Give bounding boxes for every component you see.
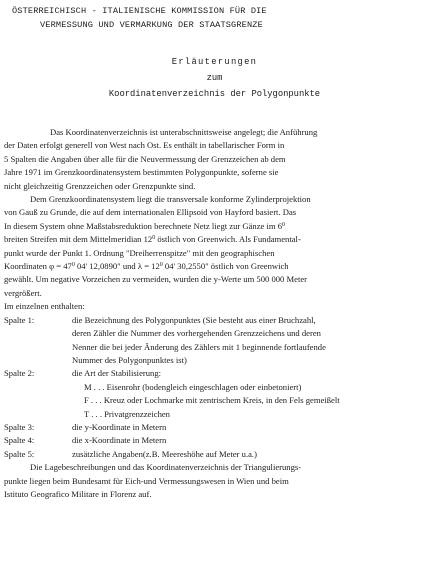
column-label: Spalte 5: (4, 448, 35, 459)
header-line-1: ÖSTERREICHISCH - ITALIENISCHE KOMMISSION FÜR DIE (12, 6, 267, 16)
text-line: vergrößert. (4, 287, 42, 298)
text-line: Nummer des Polygonpunktes ist) (72, 354, 187, 365)
column-label: Spalte 1: (4, 314, 35, 325)
text-line (4, 233, 425, 246)
list-item (4, 448, 425, 461)
column-list (4, 314, 425, 461)
text-line: der Daten erfolgt generell von West nach Ost. Es enthält in tabellarischer Form in (4, 140, 285, 151)
title-line-3: Koordinatenverzeichnis der Polygonpunkte (108, 89, 321, 99)
document-body (4, 126, 425, 501)
text-segment: Koordinaten φ = 47 (4, 261, 72, 272)
column-description (72, 367, 425, 380)
degree-mark: 0 (152, 235, 156, 242)
column-description: die y-Koordinate in Metern (72, 421, 167, 432)
list-item (4, 421, 425, 434)
list-item (4, 434, 425, 447)
stabilisation-list (4, 381, 425, 421)
text-line: die Art der Stabilisierung: (72, 368, 162, 379)
header-line-2: VERMESSUNG UND VERMARKUNG DER STAATSGRENZE (40, 20, 263, 30)
text-segment: östlich von Greenwich. Als Fundamental- (155, 234, 301, 245)
text-segment: In diesem System ohne Maßstabsreduktion berechnete Netz liegt zur Gänze im 6 (4, 220, 283, 231)
list-item (4, 367, 425, 380)
text-line: gewählt. Um negative Vorzeichen zu vermeiden, wurden die y-Werte um 500 000 Meter (4, 274, 308, 285)
column-label: Spalte 4: (4, 435, 35, 446)
text-line: punkt wurde der Punkt 1. Ordnung "Dreiherrenspitze" mit den geographischen (4, 247, 275, 258)
degree-mark: 0 (159, 262, 163, 269)
text-segment: 04' 30,2550" östlich von Greenwich (162, 261, 289, 272)
text-segment: 04' 12,0890" und λ = 12 (74, 261, 160, 272)
text-line: von Gauß zu Grunde, die auf dem internationalen Ellipsoid von Hayford basiert. Das (4, 207, 297, 218)
stabilisation-item: T . . . Privatgrenzzeichen (84, 408, 170, 419)
text-segment: breiten Streifen mit dem Mittelmeridian 12 (4, 234, 153, 245)
column-label: Spalte 2: (4, 368, 35, 379)
degree-mark: 0 (71, 262, 75, 269)
title-line-2: zum (206, 73, 223, 83)
column-label: Spalte 3: (4, 421, 35, 432)
text-line: Istituto Geografico Militare in Florenz auf. (4, 488, 152, 499)
text-line: Jahre 1971 im Grenzkoordinatensystem bestimmten Polygonpunkte, soferne sie (4, 167, 279, 178)
stabilisation-item: M . . . Eisenrohr (bodengleich eingeschlagen oder einbetoniert) (84, 381, 302, 392)
intro-line: Im einzelnen enthalten: (4, 301, 85, 312)
column-description: die x-Koordinate in Metern (72, 435, 167, 446)
list-item (4, 314, 425, 368)
text-line: punkte liegen beim Bundesamt für Eich-und Vermessungswesen in Wien und beim (4, 475, 289, 486)
closing-paragraph (4, 461, 425, 501)
commission-header (12, 4, 267, 32)
column-description (72, 314, 425, 368)
stabilisation-item: F . . . Kreuz oder Lochmarke mit zentrischem Kreis, in den Fels gemeißelt (84, 395, 340, 406)
document-title (0, 54, 429, 102)
text-line: deren Zähler die Nummer des vorhergehenden Grenzzeichens und deren (72, 328, 321, 339)
text-line: Die Lagebeschreibungen und das Koordinatenverzeichnis der Triangulierungs- (30, 462, 302, 473)
degree-mark: 0 (282, 221, 286, 228)
column-description: zusätzliche Angaben(z.B. Meereshöhe auf Meter u.a.) (72, 448, 257, 459)
text-line: nicht gleichzeitig Grenzzeichen oder Grenzpunkte sind. (4, 180, 196, 191)
paragraph-2 (4, 193, 425, 314)
text-line: die Bezeichnung des Polygonpunktes (Sie besteht aus einer Bruchzahl, (72, 314, 316, 325)
text-line (4, 220, 425, 233)
text-line: Nenner die bei jeder Änderung des Zählers mit 1 beginnende fortlaufende (72, 341, 326, 352)
title-line-1: Erläuterungen (171, 57, 258, 67)
text-line: Das Koordinatenverzeichnis ist unterabschnittsweise angelegt; die Anführung (50, 127, 318, 137)
text-line: 5 Spalten die Angaben über alle für die Neuvermessung der Grenzzeichen ab dem (4, 153, 286, 164)
text-line: Dem Grenzkoordinatensystem liegt die transversale konforme Zylinderprojektion (30, 194, 311, 205)
coordinates-line (4, 260, 425, 273)
paragraph-1 (4, 126, 425, 193)
